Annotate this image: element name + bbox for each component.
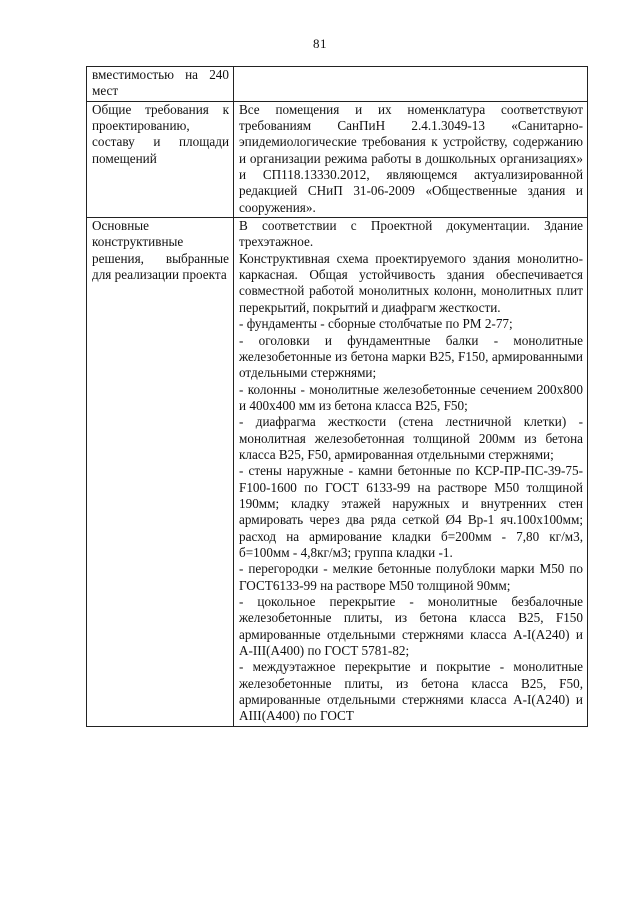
cell-paragraph: - цокольное перекрытие - монолитные безбалочные железобетонные плиты, из бетона класса В25, F150 армированные отдельными стержнями класса А-I(А240) и А-III(А400) по ГОСТ 5781-82; [239,594,583,659]
cell-paragraph: - междуэтажное перекрытие и покрытие - монолитные железобетонные плиты, из бетона класса В25, F50, армированные отдельными стержнями класса А-I(А240) и АIII(А400) по ГОСТ [239,659,583,724]
table-row [87,218,588,727]
table-cell-label [87,67,234,102]
cell-paragraph: - колонны - монолитные железобетонные сечением 200х800 и 400х400 мм из бетона класса В25, F50; [239,381,583,413]
cell-paragraph: Конструктивная схема проектируемого здания монолитно-каркасная. Общая устойчивость здания обеспечивается совместной работой монолитных колонн, монолитных плит перекрытий, покрытий и диафрагм жесткости. [239,250,583,315]
cell-paragraph: Все помещения и их номенклатура соответствуют требованиям СанПиН 2.4.1.3049-13 «Санитарно-эпидемиологические требования к устройству, содержанию и организации режима работы в дошкольных организациях» и СП118.13330.2012, являющемся актуализированной редакцией СНиП 31-06-2009 «Общественные здания и сооружения». [239,101,583,215]
cell-paragraph: вместимостью на 240 мест [92,67,229,99]
table-body [87,67,588,727]
cell-paragraph: - диафрагма жесткости (стена лестничной клетки) - монолитная железобетонная толщиной 200мм из бетона класса В25, F50, армированная отдельными стержнями; [239,414,583,462]
table-cell-description [234,67,588,102]
page-number: 81 [313,36,327,51]
cell-paragraph: - оголовки и фундаментные балки - монолитные железобетонные из бетона марки В25, F150, армированными отдельными стержнями; [239,332,583,381]
table-row [87,101,588,217]
cell-paragraph: - перегородки - мелкие бетонные полублоки марки М50 по ГОСТ6133-99 на растворе М50 толщиной 90мм; [239,561,583,593]
table-cell-description [234,101,588,217]
cell-paragraph: - стены наружные - камни бетонные по КСР-ПР-ПС-39-75-F100-1600 по ГОСТ 6133-99 на растворе М50 толщиной 190мм; кладку этажей наружных и внутренних стен армировать через два ряда сеткой Ø4 Вр-1 яч.100х100мм; расход на армирование кладки б=200мм - 7,80 кг/м3, б=100мм - 4,8кг/м3; группа кладки -1. [239,463,583,560]
table-row [87,67,588,102]
table-cell-label [87,101,234,217]
table-cell-label [87,218,234,727]
table-cell-description [234,218,588,727]
specification-table [86,66,588,727]
cell-paragraph: Общие требования к проектированию, составу и площади помещений [92,101,229,166]
cell-paragraph: Основные конструктивные решения, выбранные для реализации проекта [92,218,229,283]
cell-paragraph: - фундаменты - сборные столбчатые по РМ 2-77; [239,316,513,332]
cell-paragraph: В соответствии с Проектной документации. Здание трехэтажное. [239,218,583,250]
